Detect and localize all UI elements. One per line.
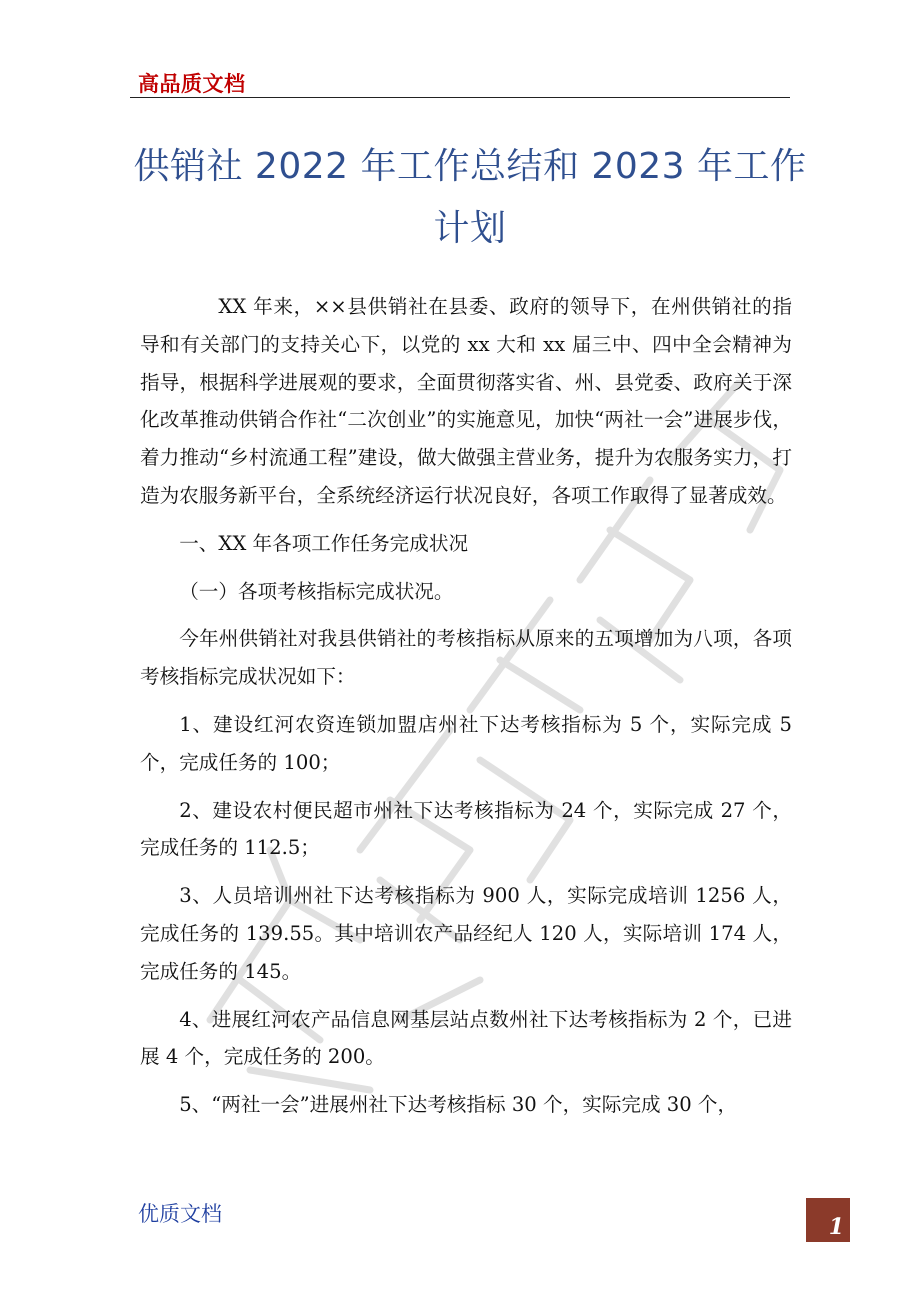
subsection-heading: （一）各项考核指标完成状况。 [179, 579, 454, 603]
list-item: 5、“两社一会”进展州社下达考核指标 30 个，实际完成 30 个， [179, 1093, 738, 1117]
footer-label: 优质文档 [138, 1202, 222, 1226]
paragraph: 今年州供销社对我县供销社的考核指标从原来的五项增加为八项，各项考核指标完成状况如下： [140, 627, 792, 689]
page-number-badge [806, 1198, 850, 1242]
document-title: 供销社 2022 年工作总结和 2023 年工作计划 [133, 146, 807, 249]
header-label: 高品质文档 [138, 72, 246, 96]
page-number: 1 [828, 1214, 844, 1240]
list-item: 2、建设农村便民超市州社下达考核指标为 24 个，实际完成 27 个，完成任务的 112.5； [140, 798, 792, 860]
body-text [140, 288, 792, 1134]
list-item: 4、进展红河农产品信息网基层站点数州社下达考核指标为 2 个，已进展 4 个，完成任务的 200。 [140, 1007, 792, 1069]
list-item: 1、建设红河农资连锁加盟店州社下达考核指标为 5 个，实际完成 5 个，完成任务的 100； [140, 712, 792, 774]
header-divider [130, 97, 790, 98]
paragraph-intro: XX 年来，××县供销社在县委、政府的领导下，在州供销社的指导和有关部门的支持关心下，以党的 xx 大和 xx 届三中、四中全会精神为指导，根据科学进展观的要求，全面贯彻落实省、州、县党委、政府关于深化改革推动供销合作社“二次创业”的实施意见，加快“两社一会”进展步伐，着力推动“乡村流通工程”建设，做大做强主营业务，提升为农服务实力，打造为农服务新平台，全系统经济运行状况良好，各项工作取得了显著成效。 [140, 295, 792, 507]
list-item: 3、人员培训州社下达考核指标为 900 人，实际完成培训 1256 人，完成任务的 139.55。其中培训农产品经纪人 120 人，实际培训 174 人，完成任务的 145。 [140, 884, 792, 983]
section-heading: 一、XX 年各项工作任务完成状况 [179, 531, 469, 555]
